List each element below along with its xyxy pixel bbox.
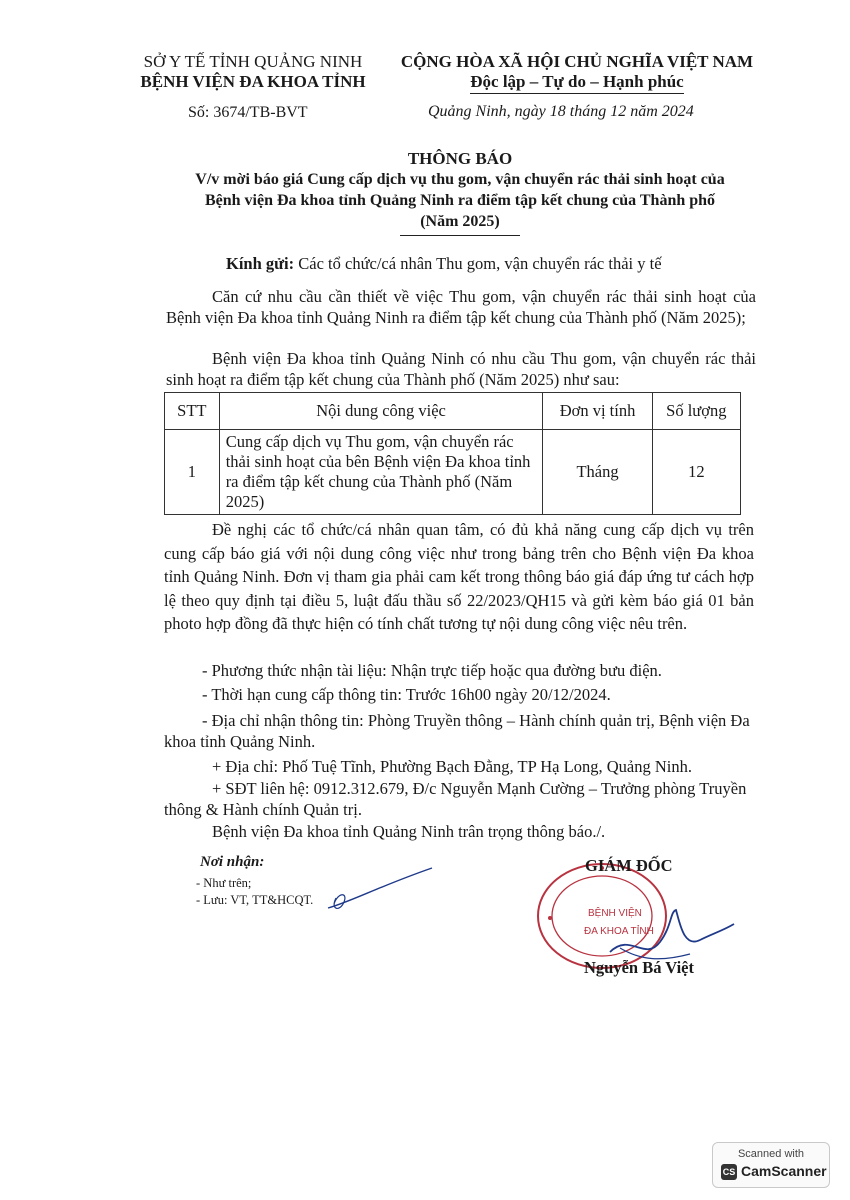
paragraph-need: Bệnh viện Đa khoa tỉnh Quảng Ninh có nhu cầu Thu gom, vận chuyển rác thải sinh hoạt ra điểm tập kết chung của Thành phố (Năm 2025) như sau: [166, 349, 756, 389]
signer-title: GIÁM ĐỐC [585, 856, 673, 875]
title-divider [400, 235, 520, 236]
document-subject-line-3: (Năm 2025) [420, 213, 500, 230]
cell-unit: Tháng [543, 430, 652, 515]
cell-qty: 12 [652, 430, 740, 515]
document-title: THÔNG BÁO [407, 149, 513, 168]
national-header [392, 52, 762, 94]
camscanner-brand: CamScanner [741, 1163, 827, 1179]
document-subject-line-2: Bệnh viện Đa khoa tỉnh Quảng Ninh ra điểm tập kết chung của Thành phố [204, 192, 716, 209]
signer-name: Nguyễn Bá Việt [584, 958, 695, 977]
list-item-receiver: - Địa chỉ nhận thông tin: Phòng Truyền thông – Hành chính quản trị, Bệnh viện Đa khoa tỉnh Quảng Ninh. [164, 711, 750, 751]
national-motto: Độc lập – Tự do – Hạnh phúc [470, 72, 683, 94]
list-item-address: + Địa chỉ: Phố Tuệ Tĩnh, Phường Bạch Đằng, TP Hạ Long, Quảng Ninh. [212, 757, 692, 776]
stamp-text-2: ĐA KHOA TỈNH [584, 926, 654, 937]
list-item-deadline: - Thời hạn cung cấp thông tin: Trước 16h00 ngày 20/12/2024. [202, 685, 611, 704]
document-title-block [150, 148, 770, 232]
greeting-text: Các tổ chức/cá nhân Thu gom, vận chuyển rác thải y tế [298, 254, 662, 273]
header-content: Nội dung công việc [219, 393, 543, 430]
paragraph-basis: Căn cứ nhu cầu cần thiết về việc Thu gom, vận chuyển rác thải sinh hoạt của Bệnh viện Đa khoa tỉnh Quảng Ninh ra điểm tập kết chung của Thành phố (Năm 2025); [166, 287, 756, 327]
camscanner-badge [712, 1142, 830, 1188]
table-row [165, 430, 741, 515]
document-number: Số: 3674/TB-BVT [188, 104, 308, 121]
paragraph-request: Đề nghị các tổ chức/cá nhân quan tâm, có đủ khả năng cung cấp dịch vụ trên cung cấp báo giá với nội dung công việc như trong bảng trên cho Bệnh viện Đa khoa tỉnh Quảng Ninh. Đơn vị tham gia phải cam kết trong thông báo giá đáp ứng tư cách hợp lệ theo quy định tại điều 5, luật đấu thầu số 22/2023/QH15 và gửi kèm báo giá 01 bản photo hợp đồng đã thực hiện có tính chất tương tự nội dung công việc nêu trên. [164, 520, 754, 633]
stamp-text-1: BỆNH VIỆN [588, 908, 642, 919]
national-title: CỘNG HÒA XÃ HỘI CHỦ NGHĨA VIỆT NAM [400, 52, 754, 71]
cell-stt: 1 [165, 430, 220, 515]
table-header-row [165, 393, 741, 430]
agency-header [128, 52, 378, 92]
recipient-item: - Lưu: VT, TT&HCQT. [196, 893, 314, 907]
work-table [164, 392, 741, 515]
document-subject-line-1: V/v mời báo giá Cung cấp dịch vụ thu gom, vận chuyển rác thải sinh hoạt của [195, 171, 725, 188]
cell-content: Cung cấp dịch vụ Thu gom, vận chuyển rác thải sinh hoạt của bên Bệnh viện Đa khoa tỉnh ra điểm tập kết chung của Thành phố (Năm 2025) [219, 430, 543, 515]
header-unit: Đơn vị tính [543, 393, 652, 430]
camscanner-logo-icon: CS [721, 1164, 737, 1180]
closing-line: Bệnh viện Đa khoa tỉnh Quảng Ninh trân trọng thông báo./. [212, 822, 606, 841]
header-qty: Số lượng [652, 393, 740, 430]
list-item-method: - Phương thức nhận tài liệu: Nhận trực tiếp hoặc qua đường bưu điện. [202, 661, 662, 680]
header-stt: STT [165, 393, 220, 430]
document-date: Quảng Ninh, ngày 18 tháng 12 năm 2024 [428, 103, 694, 120]
greeting [226, 254, 662, 274]
greeting-label: Kính gửi: [226, 254, 295, 273]
scanned-with-label: Scanned with [737, 1148, 805, 1160]
recipient-item: - Như trên; [196, 876, 252, 890]
agency-name: BỆNH VIỆN ĐA KHOA TỈNH [140, 72, 366, 91]
recipients-title: Nơi nhận: [200, 854, 265, 870]
agency-parent: SỞ Y TẾ TỈNH QUẢNG NINH [143, 52, 363, 71]
list-item-phone: + SĐT liên hệ: 0912.312.679, Đ/c Nguyễn Mạnh Cường – Trưởng phòng Truyền thông & Hành chính Quản trị. [164, 779, 747, 819]
initials-signature [320, 862, 440, 922]
